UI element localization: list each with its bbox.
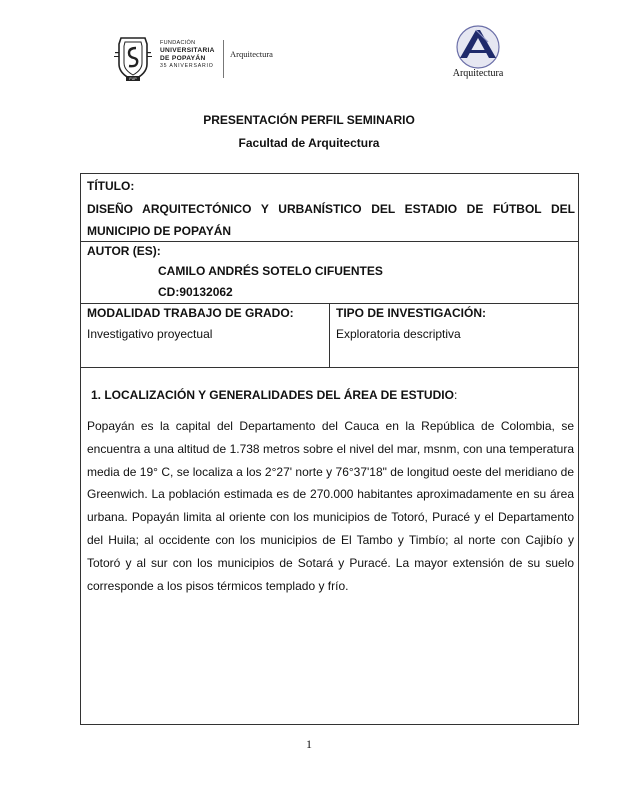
- document-subtitle: Facultad de Arquitectura: [238, 136, 380, 150]
- logo-divider: [223, 40, 224, 78]
- section-heading-colon: :: [453, 388, 458, 402]
- section-paragraph: Popayán es la capital del Departamento del Cauca en la República de Colombia, se encuentra a una altitud de 1.738 metros sobre el nivel del mar, msnm, con una temperatura media de 19° C, se localiza a los 2°27' norte y 76°37'18" de longitud oeste del meridiano de Greenwich. La población estimada es de 270.000 habitantes aproximadamente en su área urbana. Popayán limita al oriente con los municipios de Totoró, Puracé y el Departamento del Huila; al occidente con los municipios de El Tambo y Timbío; al norte con Cajibío y Totoró y al sur con los municipios de Sotará y Puracé. La mayor extensión de su suelo corresponde a los pisos térmicos templado y frío.: [87, 419, 574, 593]
- popayan-label: DE POPAYÁN: [160, 55, 206, 62]
- foundation-label: FUNDACIÓN: [160, 40, 196, 46]
- faculty-side-label: Arquitectura: [230, 49, 273, 59]
- university-crest-icon: [113, 34, 153, 82]
- research-type-label: TIPO DE INVESTIGACIÓN:: [336, 306, 487, 320]
- section-heading: [91, 388, 457, 402]
- modality-label: MODALIDAD TRABAJO DE GRADO:: [87, 306, 294, 320]
- section-heading-text: 1. LOCALIZACIÓN Y GENERALIDADES DEL ÁREA DE ESTUDIO: [91, 388, 454, 402]
- university-logo: [113, 34, 283, 84]
- architecture-emblem-icon: [446, 24, 510, 70]
- university-label: UNIVERSITARIA: [160, 47, 215, 54]
- author-name: CAMILO ANDRÉS SOTELO CIFUENTES: [158, 264, 383, 278]
- document-title: PRESENTACIÓN PERFIL SEMINARIO: [203, 113, 415, 127]
- author-id: CD:90132062: [158, 285, 233, 299]
- research-type-value: Exploratoria descriptiva: [336, 327, 461, 341]
- project-title: DISEÑO ARQUITECTÓNICO Y URBANÍSTICO DEL ESTADIO DE FÚTBOL DEL MUNICIPIO DE POPAYÁN: [87, 202, 575, 238]
- university-name: [160, 40, 215, 70]
- faculty-logo: [446, 24, 510, 82]
- table-column-divider: [329, 303, 330, 367]
- anniversary-label: 35 ANIVERSARIO: [160, 63, 214, 69]
- faculty-logo-caption: Arquitectura: [452, 68, 504, 79]
- author-label: AUTOR (ES):: [87, 244, 161, 258]
- modality-value: Investigativo proyectual: [87, 327, 213, 341]
- crest-text: FUP: [129, 77, 137, 81]
- title-label: TÍTULO:: [87, 179, 135, 193]
- page-number: 1: [306, 737, 312, 751]
- table-rule-modality: [80, 367, 579, 368]
